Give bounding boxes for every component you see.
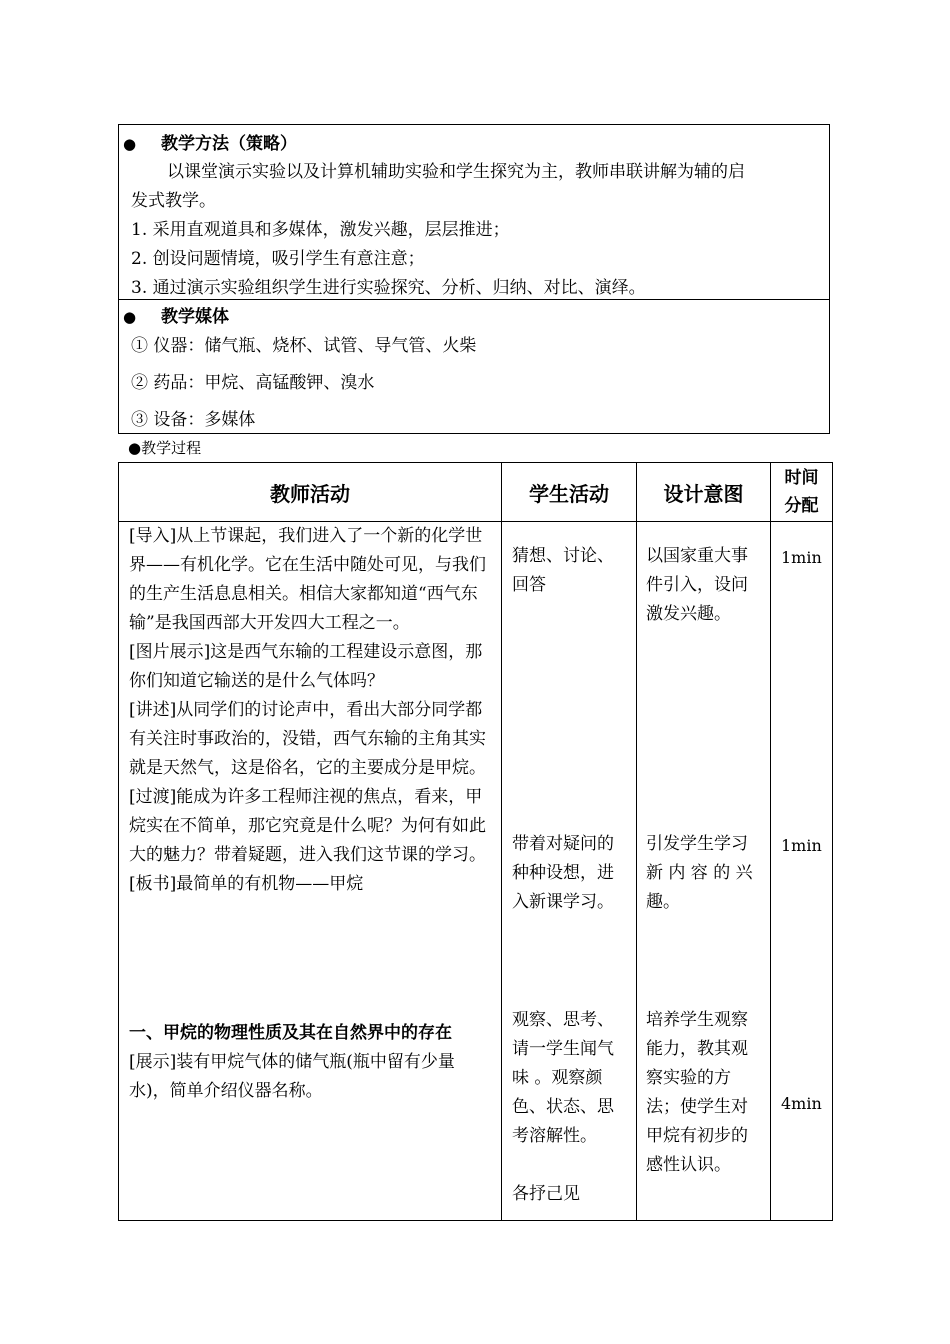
design-intent-1: 以国家重大事件引入，设问激发兴趣。 [646, 546, 748, 624]
teacher-activity-cell [119, 522, 502, 1221]
header-student-activity: 学生活动 [502, 463, 637, 522]
section-heading: 一、甲烷的物理性质及其在自然界中的存在 [129, 1023, 452, 1043]
student-activity-3: 观察、思考、请一学生闻气味 。观察颜色、状态、思考溶解性。 [512, 1010, 614, 1146]
teacher-intro: [导入]从上节课起，我们进入了一个新的化学世界——有机化学。它在生活中随处可见，与我们的生产生活息息相关。相信大家都知道“西气东输”是我国西部大开发四大工程之一。 [129, 526, 486, 633]
method-item-1: 1. 采用直观道具和多媒体，激发兴趣，层层推进； [131, 220, 510, 240]
header-teacher-activity: 教师活动 [119, 463, 502, 522]
teaching-process-label: ●教学过程 [128, 439, 202, 457]
header-time-line-2: 分配 [784, 496, 819, 516]
teaching-media-heading [123, 302, 229, 327]
teaching-method-section [118, 124, 830, 300]
time-allocation-cell [771, 522, 833, 1221]
header-time-allocation [771, 463, 833, 522]
method-item-3: 3. 通过演示实验组织学生进行实验探究、分析、归纳、对比、演绎。 [131, 278, 646, 298]
time-1: 1min [781, 548, 822, 567]
bullet-icon: ● [123, 135, 137, 153]
method-intro-line-1: 以课堂演示实验以及计算机辅助实验和学生探究为主，教师串联讲解为辅的启 [167, 162, 745, 182]
student-activity-2: 带着对疑问的种种设想，进入新课学习。 [512, 834, 614, 912]
media-item-instruments: ① 仪器：储气瓶、烧杯、试管、导气管、火柴 [131, 336, 477, 356]
header-design-intent: 设计意图 [637, 463, 771, 522]
table-row [119, 522, 833, 1221]
media-item-chemicals: ② 药品：甲烷、高锰酸钾、溴水 [131, 373, 375, 393]
student-activity-1: 猜想、讨论、回答 [512, 546, 614, 595]
method-item-2: 2. 创设问题情境，吸引学生有意注意； [131, 249, 425, 269]
student-activity-4: 各抒己见 [512, 1184, 580, 1204]
teacher-board-writing: [板书]最简单的有机物——甲烷 [129, 874, 364, 894]
teaching-method-heading [123, 129, 297, 154]
header-time-line-1: 时间 [784, 468, 819, 488]
teaching-process-table [118, 462, 833, 1221]
time-2: 1min [781, 836, 822, 855]
teaching-media-section [118, 300, 830, 434]
design-intent-3: 培养学生观察能力，教其观察实验的方法；使学生对甲烷有初步的感性认识。 [646, 1010, 748, 1175]
table-header-row [119, 463, 833, 522]
teacher-picture-display: [图片展示]这是西气东输的工程建设示意图，那你们知道它输送的是什么气体吗？ [129, 642, 483, 691]
teaching-media-title: 教学媒体 [161, 307, 229, 327]
teacher-transition: [过渡]能成为许多工程师注视的焦点，看来，甲烷实在不简单，那它究竟是什么呢？为何有如此大的魅力？带着疑题，进入我们这节课的学习。 [129, 787, 486, 865]
student-activity-cell [502, 522, 637, 1221]
media-item-equipment: ③ 设备：多媒体 [131, 410, 256, 430]
bullet-icon: ● [123, 308, 137, 326]
teacher-explanation: [讲述]从同学们的讨论声中，看出大部分同学都有关注时事政治的，没错，西气东输的主角其实就是天然气，这是俗名，它的主要成分是甲烷。 [129, 700, 486, 778]
teaching-method-title: 教学方法（策略） [161, 134, 297, 154]
teacher-activity-text [129, 522, 493, 899]
method-intro-line-2: 发式教学。 [131, 191, 216, 211]
teacher-demonstration: [展示]装有甲烷气体的储气瓶(瓶中留有少量水)，简单介绍仪器名称。 [129, 1052, 455, 1101]
design-intent-2: 引发学生学习新 内 容 的 兴趣。 [646, 834, 753, 912]
time-3: 4min [781, 1094, 822, 1113]
design-intent-cell [637, 522, 771, 1221]
